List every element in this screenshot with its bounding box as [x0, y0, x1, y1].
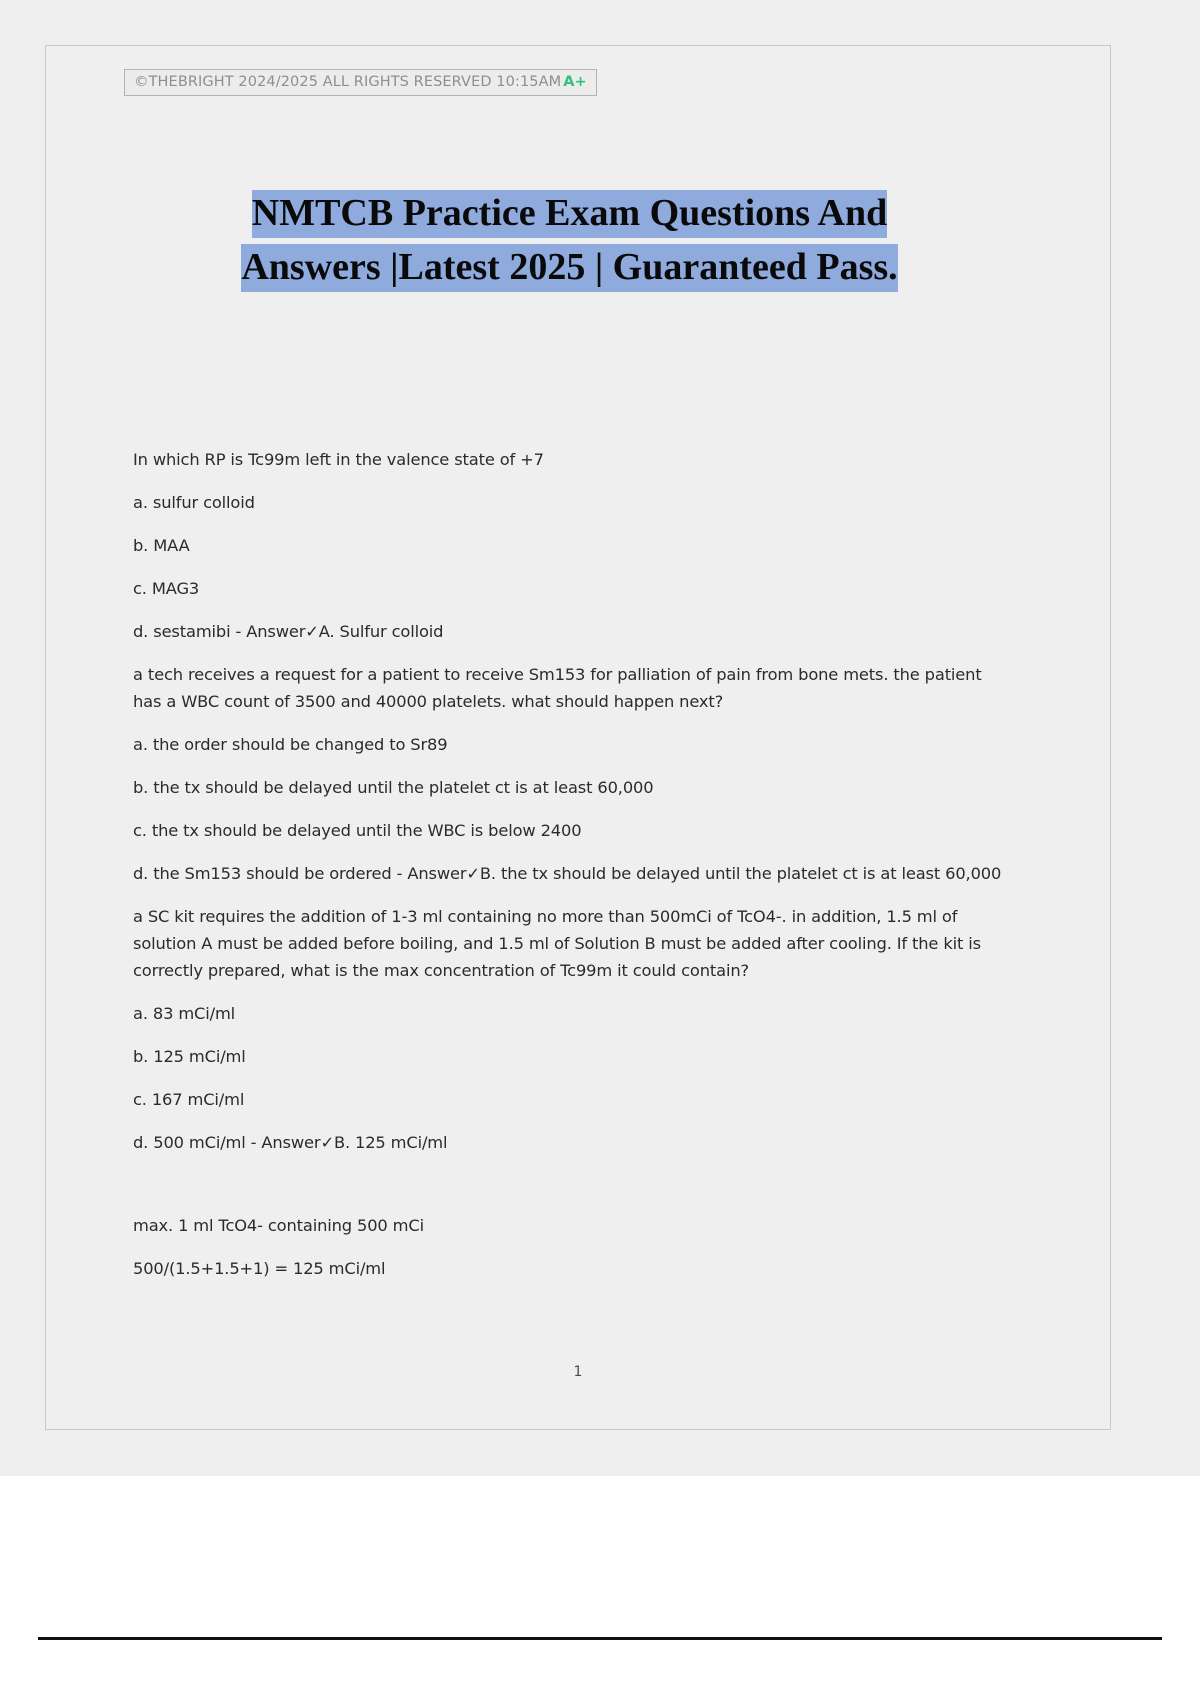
watermark-text: ©THEBRIGHT 2024/2025 ALL RIGHTS RESERVED 10:15AM	[134, 74, 562, 90]
page-number: 1	[573, 1364, 583, 1380]
page-title	[133, 186, 1006, 294]
work-line: 500/(1.5+1.5+1) = 125 mCi/ml	[133, 1259, 386, 1278]
answer-option: a. sulfur colloid	[133, 493, 255, 512]
page-title-line-2: Answers |Latest 2025 | Guaranteed Pass.	[241, 244, 897, 292]
answer-option: c. MAG3	[133, 579, 200, 598]
answer-option: b. the tx should be delayed until the platelet ct is at least 60,000	[133, 778, 654, 797]
bottom-divider	[38, 1637, 1162, 1640]
answer-key-line: d. the Sm153 should be ordered - Answer✓B. the tx should be delayed until the platelet ct is at least 60,000	[133, 864, 1002, 883]
document-page	[45, 45, 1111, 1430]
viewer-background-area	[0, 1476, 1200, 1700]
answer-option: b. 125 mCi/ml	[133, 1047, 246, 1066]
answer-key-line: d. 500 mCi/ml - Answer✓B. 125 mCi/ml	[133, 1133, 448, 1152]
answer-option: a. the order should be changed to Sr89	[133, 735, 448, 754]
copyright-watermark-badge	[124, 69, 597, 96]
document-body	[133, 446, 1008, 1298]
grade-badge: A+	[563, 74, 587, 90]
answer-option: c. 167 mCi/ml	[133, 1090, 245, 1109]
answer-key-line: d. sestamibi - Answer✓A. Sulfur colloid	[133, 622, 444, 641]
question-stem: a SC kit requires the addition of 1-3 ml containing no more than 500mCi of TcO4-. in addition, 1.5 ml of solution A must be added before boiling, and 1.5 ml of Solution B must be added after cooling. If the kit is correctly prepared, what is the max concentration of Tc99m it could contain?	[133, 907, 981, 980]
answer-option: c. the tx should be delayed until the WBC is below 2400	[133, 821, 582, 840]
work-line: max. 1 ml TcO4- containing 500 mCi	[133, 1216, 424, 1235]
answer-option: a. 83 mCi/ml	[133, 1004, 236, 1023]
question-stem: In which RP is Tc99m left in the valence state of +7	[133, 450, 544, 469]
page-title-line-1: NMTCB Practice Exam Questions And	[252, 190, 887, 238]
answer-option: b. MAA	[133, 536, 190, 555]
question-stem: a tech receives a request for a patient to receive Sm153 for palliation of pain from bone mets. the patient has a WBC count of 3500 and 40000 platelets. what should happen next?	[133, 665, 982, 711]
